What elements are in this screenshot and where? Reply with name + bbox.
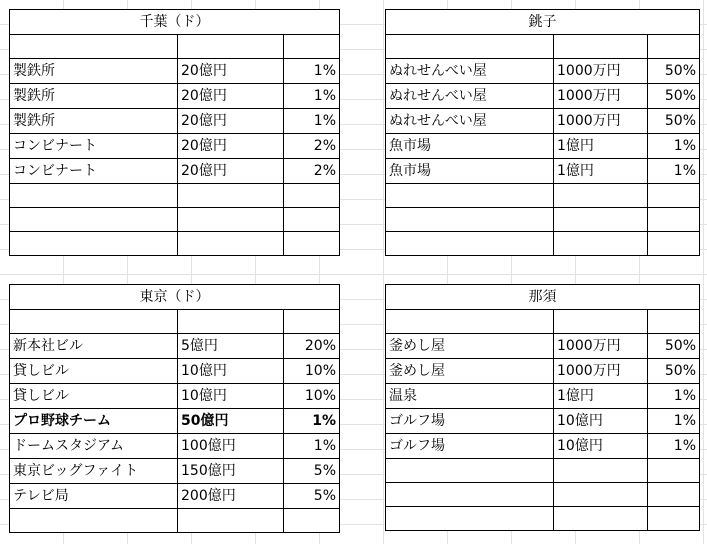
property-name-cell[interactable]: コンビナート bbox=[10, 134, 178, 159]
property-name-cell[interactable]: 貸しビル bbox=[10, 384, 178, 409]
price-cell[interactable]: 10億円 bbox=[554, 434, 648, 459]
table-row bbox=[386, 459, 700, 483]
table-title[interactable]: 那須 bbox=[386, 285, 700, 310]
rate-cell[interactable]: 50% bbox=[648, 84, 700, 109]
table-row bbox=[386, 184, 700, 208]
rate-cell[interactable] bbox=[648, 208, 700, 232]
rate-cell[interactable] bbox=[284, 184, 340, 208]
price-cell[interactable]: 20億円 bbox=[178, 84, 284, 109]
rate-cell[interactable] bbox=[648, 507, 700, 531]
rate-cell[interactable]: 50% bbox=[648, 59, 700, 84]
table-row bbox=[386, 159, 700, 184]
table-row bbox=[10, 184, 340, 208]
property-name-cell[interactable]: ぬれせんべい屋 bbox=[386, 84, 554, 109]
property-name-cell[interactable]: ドームスタジアム bbox=[10, 434, 178, 459]
table-row bbox=[10, 409, 340, 434]
rate-cell[interactable]: 1% bbox=[284, 434, 340, 459]
price-cell[interactable] bbox=[178, 232, 284, 256]
blank-row bbox=[10, 310, 340, 334]
rate-cell[interactable]: 50% bbox=[648, 109, 700, 134]
table-row bbox=[386, 384, 700, 409]
table-row bbox=[10, 159, 340, 184]
blank-row bbox=[10, 35, 340, 59]
table-row bbox=[386, 434, 700, 459]
property-name-cell[interactable] bbox=[386, 184, 554, 208]
table-row bbox=[386, 507, 700, 531]
table-row bbox=[10, 484, 340, 509]
rate-cell[interactable]: 10% bbox=[284, 359, 340, 384]
rate-cell[interactable]: 1% bbox=[284, 109, 340, 134]
price-cell[interactable] bbox=[554, 459, 648, 483]
price-cell[interactable]: 50億円 bbox=[178, 409, 284, 434]
property-name-cell[interactable] bbox=[386, 208, 554, 232]
table-row bbox=[386, 59, 700, 84]
price-cell[interactable] bbox=[554, 232, 648, 256]
property-name-cell[interactable]: テレビ局 bbox=[10, 484, 178, 509]
property-name-cell[interactable]: ゴルフ場 bbox=[386, 409, 554, 434]
table-row bbox=[10, 509, 340, 533]
table-row bbox=[10, 359, 340, 384]
rate-cell[interactable]: 1% bbox=[648, 159, 700, 184]
table-row bbox=[10, 59, 340, 84]
price-cell[interactable]: 150億円 bbox=[178, 459, 284, 484]
table-row bbox=[386, 109, 700, 134]
table-row bbox=[10, 459, 340, 484]
rate-cell[interactable] bbox=[648, 232, 700, 256]
price-cell[interactable]: 10億円 bbox=[554, 409, 648, 434]
property-name-cell[interactable]: プロ野球チーム bbox=[10, 409, 178, 434]
table-row bbox=[386, 359, 700, 384]
property-name-cell[interactable] bbox=[10, 208, 178, 232]
table-row bbox=[10, 434, 340, 459]
property-name-cell[interactable]: 新本社ビル bbox=[10, 334, 178, 359]
rate-cell[interactable]: 1% bbox=[284, 59, 340, 84]
property-name-cell[interactable] bbox=[10, 509, 178, 533]
rate-cell[interactable]: 1% bbox=[648, 409, 700, 434]
property-name-cell[interactable] bbox=[386, 232, 554, 256]
price-cell[interactable]: 20億円 bbox=[178, 159, 284, 184]
empty-cell[interactable] bbox=[10, 35, 178, 59]
rate-cell[interactable]: 20% bbox=[284, 334, 340, 359]
property-name-cell[interactable]: ぬれせんべい屋 bbox=[386, 59, 554, 84]
table-chiba bbox=[9, 9, 340, 256]
rate-cell[interactable]: 5% bbox=[284, 459, 340, 484]
empty-cell[interactable] bbox=[386, 310, 554, 334]
empty-cell[interactable] bbox=[386, 35, 554, 59]
property-name-cell[interactable] bbox=[10, 232, 178, 256]
rate-cell[interactable] bbox=[284, 208, 340, 232]
table-title[interactable]: 千葉（ド） bbox=[10, 10, 340, 35]
property-name-cell[interactable] bbox=[10, 184, 178, 208]
property-name-cell[interactable]: 釜めし屋 bbox=[386, 359, 554, 384]
table-row bbox=[10, 134, 340, 159]
price-cell[interactable]: 20億円 bbox=[178, 134, 284, 159]
empty-cell[interactable] bbox=[554, 310, 648, 334]
blank-row bbox=[386, 35, 700, 59]
price-cell[interactable]: 1000万円 bbox=[554, 59, 648, 84]
price-cell[interactable]: 100億円 bbox=[178, 434, 284, 459]
table-row bbox=[386, 84, 700, 109]
table-row bbox=[386, 483, 700, 507]
property-name-cell[interactable]: ゴルフ場 bbox=[386, 434, 554, 459]
price-cell[interactable]: 20億円 bbox=[178, 59, 284, 84]
empty-cell[interactable] bbox=[178, 310, 284, 334]
rate-cell[interactable]: 1% bbox=[284, 84, 340, 109]
table-choshi bbox=[385, 9, 700, 256]
table-row bbox=[10, 84, 340, 109]
rate-cell[interactable]: 1% bbox=[648, 384, 700, 409]
rate-cell[interactable]: 1% bbox=[648, 434, 700, 459]
price-cell[interactable] bbox=[554, 208, 648, 232]
price-cell[interactable]: 1000万円 bbox=[554, 359, 648, 384]
empty-cell[interactable] bbox=[10, 310, 178, 334]
blank-row bbox=[386, 310, 700, 334]
empty-cell[interactable] bbox=[284, 35, 340, 59]
table-row bbox=[386, 134, 700, 159]
price-cell[interactable] bbox=[178, 509, 284, 533]
empty-cell[interactable] bbox=[648, 35, 700, 59]
table-row bbox=[386, 208, 700, 232]
property-name-cell[interactable] bbox=[386, 507, 554, 531]
table-title[interactable]: 東京（ド） bbox=[10, 285, 340, 310]
rate-cell[interactable]: 50% bbox=[648, 359, 700, 384]
table-row bbox=[386, 334, 700, 359]
property-name-cell[interactable]: ぬれせんべい屋 bbox=[386, 109, 554, 134]
property-name-cell[interactable] bbox=[386, 459, 554, 483]
property-name-cell[interactable]: 製鉄所 bbox=[10, 109, 178, 134]
table-nasu bbox=[385, 284, 700, 531]
price-cell[interactable]: 5億円 bbox=[178, 334, 284, 359]
price-cell[interactable] bbox=[554, 483, 648, 507]
price-cell[interactable]: 1000万円 bbox=[554, 84, 648, 109]
table-row bbox=[10, 232, 340, 256]
property-name-cell[interactable]: 釜めし屋 bbox=[386, 334, 554, 359]
rate-cell[interactable]: 2% bbox=[284, 159, 340, 184]
table-row bbox=[10, 208, 340, 232]
price-cell[interactable]: 10億円 bbox=[178, 359, 284, 384]
rate-cell[interactable] bbox=[648, 184, 700, 208]
property-name-cell[interactable]: 貸しビル bbox=[10, 359, 178, 384]
table-tokyo bbox=[9, 284, 340, 533]
rate-cell[interactable] bbox=[284, 232, 340, 256]
property-name-cell[interactable]: 魚市場 bbox=[386, 159, 554, 184]
price-cell[interactable]: 10億円 bbox=[178, 384, 284, 409]
rate-cell[interactable] bbox=[284, 509, 340, 533]
price-cell[interactable] bbox=[554, 184, 648, 208]
price-cell[interactable]: 1000万円 bbox=[554, 109, 648, 134]
rate-cell[interactable] bbox=[648, 483, 700, 507]
table-row bbox=[10, 384, 340, 409]
rate-cell[interactable]: 1% bbox=[648, 134, 700, 159]
rate-cell[interactable]: 50% bbox=[648, 334, 700, 359]
table-row bbox=[10, 334, 340, 359]
price-cell[interactable] bbox=[178, 208, 284, 232]
empty-cell[interactable] bbox=[648, 310, 700, 334]
price-cell[interactable]: 1億円 bbox=[554, 384, 648, 409]
table-row bbox=[10, 109, 340, 134]
property-name-cell[interactable]: 魚市場 bbox=[386, 134, 554, 159]
property-name-cell[interactable]: コンビナート bbox=[10, 159, 178, 184]
property-name-cell[interactable]: 東京ビッグファイト bbox=[10, 459, 178, 484]
price-cell[interactable]: 1000万円 bbox=[554, 334, 648, 359]
rate-cell[interactable]: 2% bbox=[284, 134, 340, 159]
table-row bbox=[386, 409, 700, 434]
table-row bbox=[386, 232, 700, 256]
rate-cell[interactable] bbox=[648, 459, 700, 483]
property-name-cell[interactable] bbox=[386, 483, 554, 507]
price-cell[interactable]: 200億円 bbox=[178, 484, 284, 509]
price-cell[interactable] bbox=[178, 184, 284, 208]
empty-cell[interactable] bbox=[554, 35, 648, 59]
property-name-cell[interactable]: 製鉄所 bbox=[10, 59, 178, 84]
empty-cell[interactable] bbox=[284, 310, 340, 334]
property-name-cell[interactable]: 製鉄所 bbox=[10, 84, 178, 109]
price-cell[interactable] bbox=[554, 507, 648, 531]
price-cell[interactable]: 20億円 bbox=[178, 109, 284, 134]
rate-cell[interactable]: 10% bbox=[284, 384, 340, 409]
table-title[interactable]: 銚子 bbox=[386, 10, 700, 35]
price-cell[interactable]: 1億円 bbox=[554, 134, 648, 159]
empty-cell[interactable] bbox=[178, 35, 284, 59]
rate-cell[interactable]: 1% bbox=[284, 409, 340, 434]
rate-cell[interactable]: 5% bbox=[284, 484, 340, 509]
price-cell[interactable]: 1億円 bbox=[554, 159, 648, 184]
property-name-cell[interactable]: 温泉 bbox=[386, 384, 554, 409]
